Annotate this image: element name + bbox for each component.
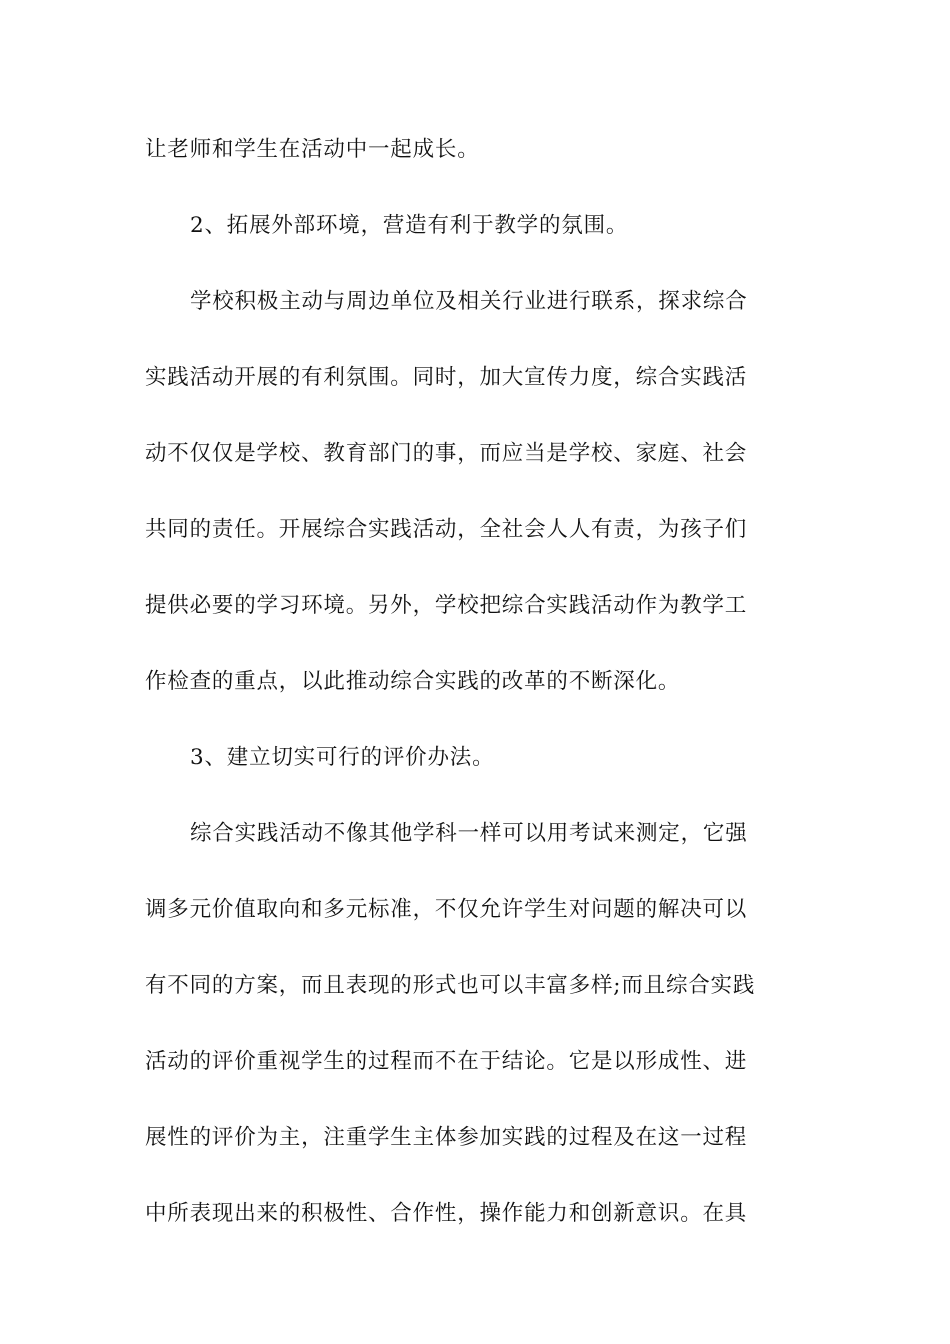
paragraph-line-3: 动不仅仅是学校、教育部门的事，而应当是学校、家庭、社会 bbox=[145, 441, 748, 466]
paragraph-line-9: 有不同的方案，而且表现的形式也可以丰富多样;而且综合实践 bbox=[145, 973, 756, 998]
paragraph-line-1: 学校积极主动与周边单位及相关行业进行联系，探求综合 bbox=[190, 289, 748, 314]
text-line-1: 让老师和学生在活动中一起成长。 bbox=[145, 137, 480, 162]
section-heading-3: 3、建立切实可行的评价办法。 bbox=[190, 745, 495, 770]
paragraph-line-8: 调多元价值取向和多元标准，不仅允许学生对问题的解决可以 bbox=[145, 897, 748, 922]
paragraph-line-4: 共同的责任。开展综合实践活动，全社会人人有责，为孩子们 bbox=[145, 517, 748, 542]
paragraph-line-7: 综合实践活动不像其他学科一样可以用考试来测定，它强 bbox=[190, 821, 748, 846]
paragraph-line-11: 展性的评价为主，注重学生主体参加实践的过程及在这一过程 bbox=[145, 1125, 748, 1150]
paragraph-line-2: 实践活动开展的有利氛围。同时，加大宣传力度，综合实践活 bbox=[145, 365, 748, 390]
paragraph-line-5: 提供必要的学习环境。另外，学校把综合实践活动作为教学工 bbox=[145, 593, 748, 618]
paragraph-line-10: 活动的评价重视学生的过程而不在于结论。它是以形成性、进 bbox=[145, 1049, 748, 1074]
paragraph-line-6: 作检查的重点，以此推动综合实践的改革的不断深化。 bbox=[145, 669, 681, 694]
paragraph-line-12: 中所表现出来的积极性、合作性，操作能力和创新意识。在具 bbox=[145, 1201, 748, 1226]
section-heading-2: 2、拓展外部环境，营造有利于教学的氛围。 bbox=[190, 213, 629, 238]
